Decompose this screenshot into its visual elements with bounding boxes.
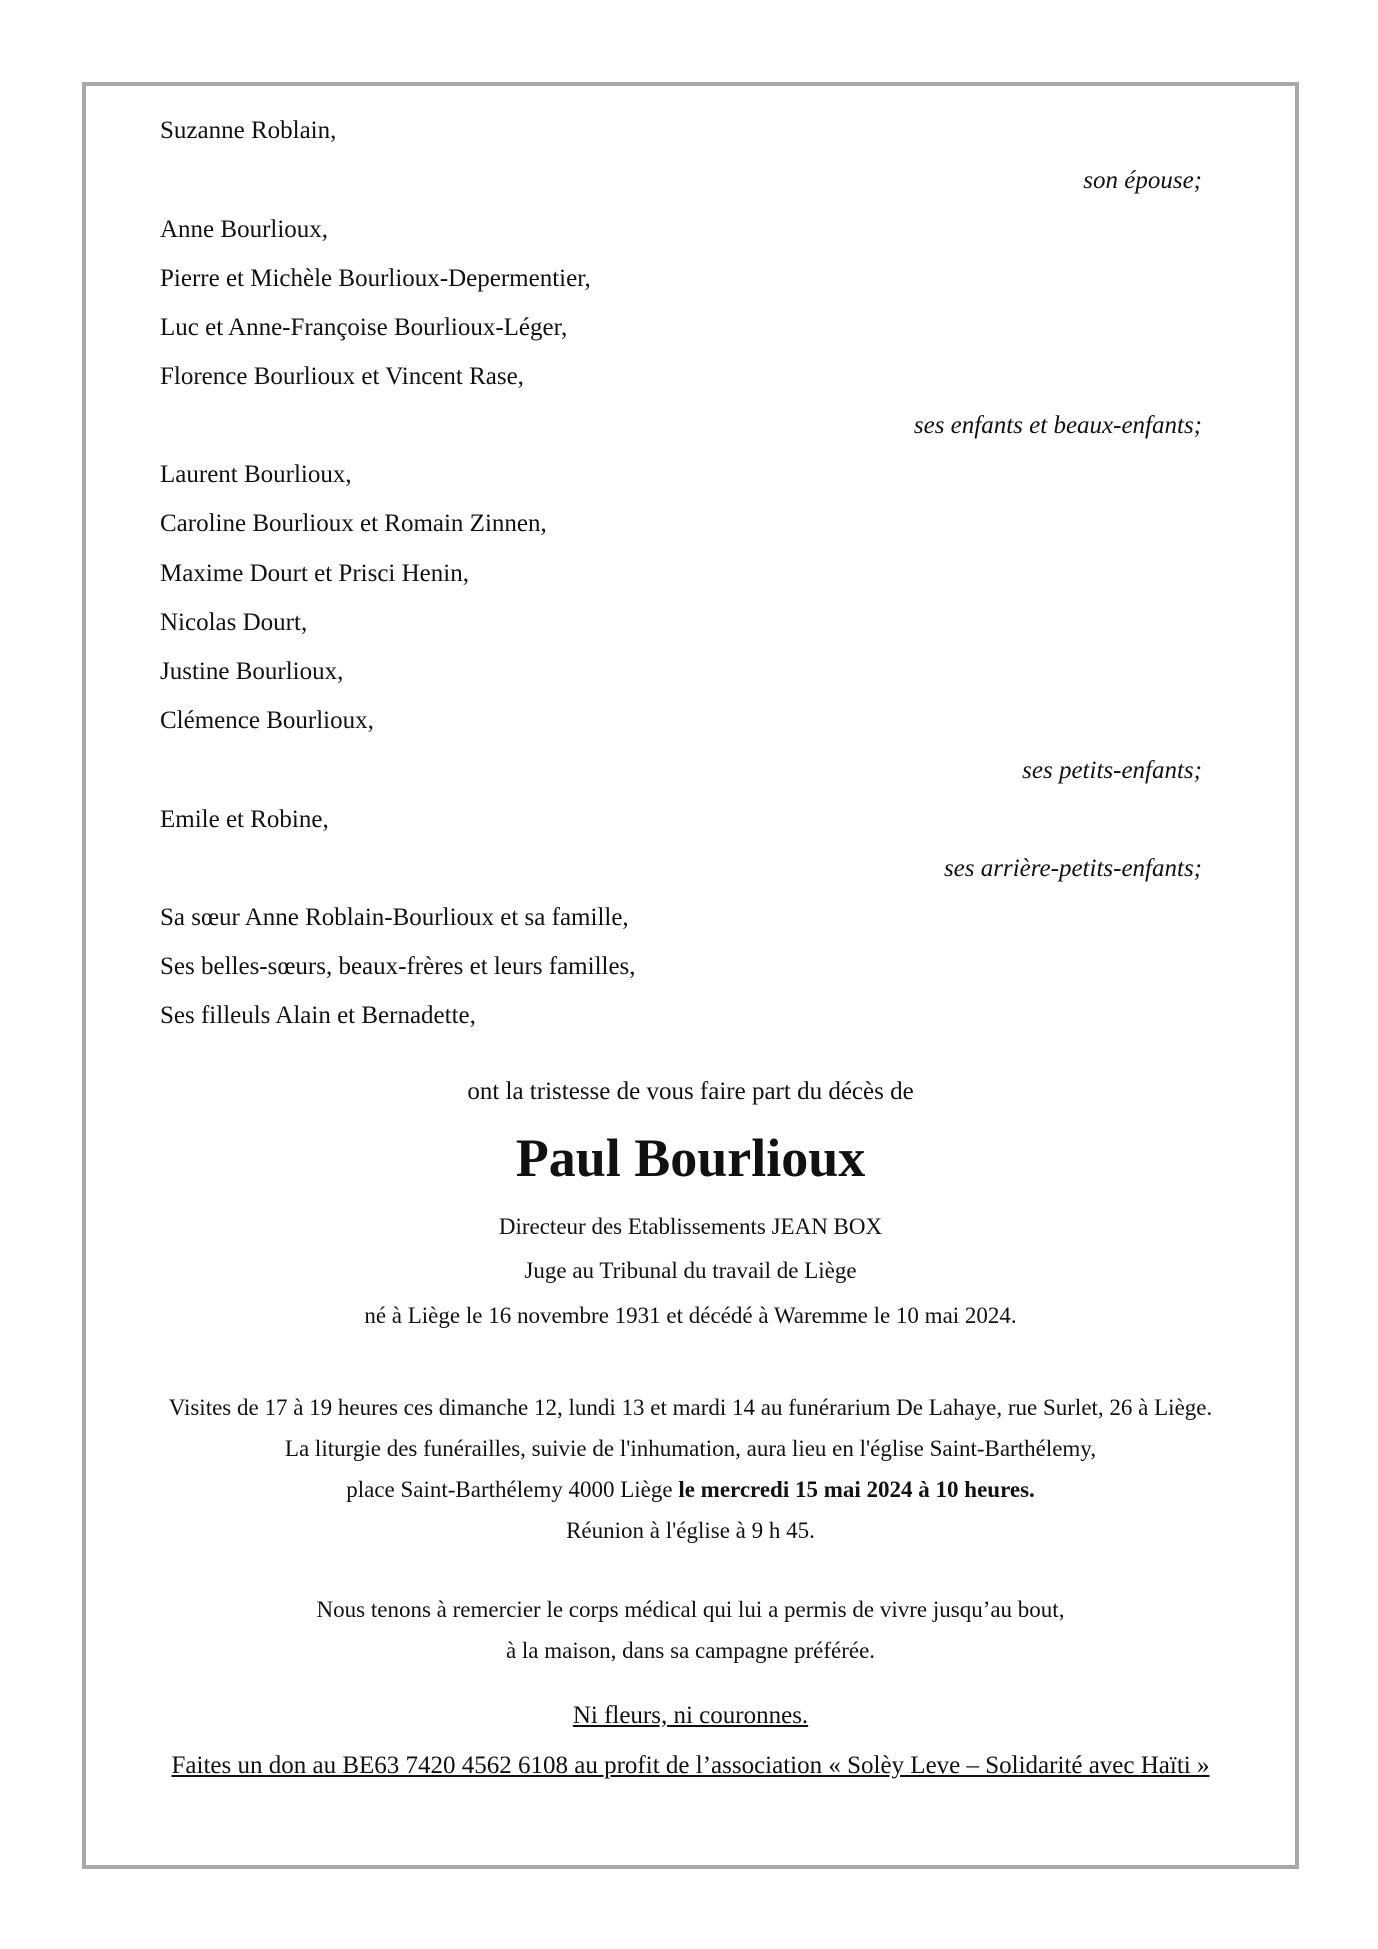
funeral-date: le mercredi 15 mai 2024 à 10 heures. xyxy=(678,1477,1035,1502)
birth-death-dates: né à Liège le 16 novembre 1931 et décédé à Waremme le 10 mai 2024. xyxy=(364,1303,1017,1328)
no-flowers-text: Ni fleurs, ni couronnes. xyxy=(572,1702,809,1729)
other-relatives-line: Sa sœur Anne Roblain-Bourlioux et sa famille, xyxy=(160,904,629,931)
children-role: ses enfants et beaux-enfants; xyxy=(913,412,1202,439)
grandchildren-role: ses petits-enfants; xyxy=(1022,757,1202,784)
child-line: Luc et Anne-Françoise Bourlioux-Léger, xyxy=(160,314,568,341)
great-grandchildren-line: Emile et Robine, xyxy=(160,806,329,833)
child-line: Pierre et Michèle Bourlioux-Depermentier, xyxy=(160,265,591,292)
visits-info: Visites de 17 à 19 heures ces dimanche 12, lundi 13 et mardi 14 au funérarium De Lahaye, rue Surlet, 26 à Liège. xyxy=(168,1395,1213,1420)
thanks-line-2: à la maison, dans sa campagne préférée. xyxy=(505,1638,876,1663)
grandchild-line: Caroline Bourlioux et Romain Zinnen, xyxy=(160,510,547,537)
grandchild-line: Nicolas Dourt, xyxy=(160,609,308,636)
grandchild-line: Maxime Dourt et Prisci Henin, xyxy=(160,560,469,587)
no-flowers-note xyxy=(82,1701,1299,1731)
meeting-info: Réunion à l'église à 9 h 45. xyxy=(566,1518,815,1543)
deceased-title-1: Directeur des Etablissements JEAN BOX xyxy=(498,1214,883,1239)
announcement: ont la tristesse de vous faire part du décès de xyxy=(467,1078,914,1105)
other-relatives-line: Ses filleuls Alain et Bernadette, xyxy=(160,1002,476,1029)
grandchild-line: Justine Bourlioux, xyxy=(160,658,344,685)
funeral-place: place Saint-Barthélemy 4000 Liège xyxy=(346,1477,679,1502)
spouse-role: son épouse; xyxy=(1083,167,1202,194)
deceased-title-2: Juge au Tribunal du travail de Liège xyxy=(524,1258,857,1283)
deceased-name: Paul Bourlioux xyxy=(515,1128,866,1188)
other-relatives-line: Ses belles-sœurs, beaux-frères et leurs familles, xyxy=(160,953,636,980)
thanks-line-1: Nous tenons à remercier le corps médical qui lui a permis de vivre jusqu’au bout, xyxy=(316,1597,1065,1622)
spouse-name: Suzanne Roblain, xyxy=(160,117,337,144)
child-line: Anne Bourlioux, xyxy=(160,216,329,243)
liturgy-info: La liturgie des funérailles, suivie de l'inhumation, aura lieu en l'église Saint-Barthélemy, xyxy=(284,1436,1097,1461)
funeral-place-date xyxy=(82,1476,1299,1504)
child-line: Florence Bourlioux et Vincent Rase, xyxy=(160,363,524,390)
great-grandchildren-role: ses arrière-petits-enfants; xyxy=(943,855,1202,882)
grandchild-line: Laurent Bourlioux, xyxy=(160,461,352,488)
donation-note xyxy=(82,1751,1299,1781)
donation-text: Faites un don au BE63 7420 4562 6108 au profit de l’association « Solèy Leve – Solidarité avec Haïti » xyxy=(171,1752,1210,1779)
grandchild-line: Clémence Bourlioux, xyxy=(160,707,374,734)
